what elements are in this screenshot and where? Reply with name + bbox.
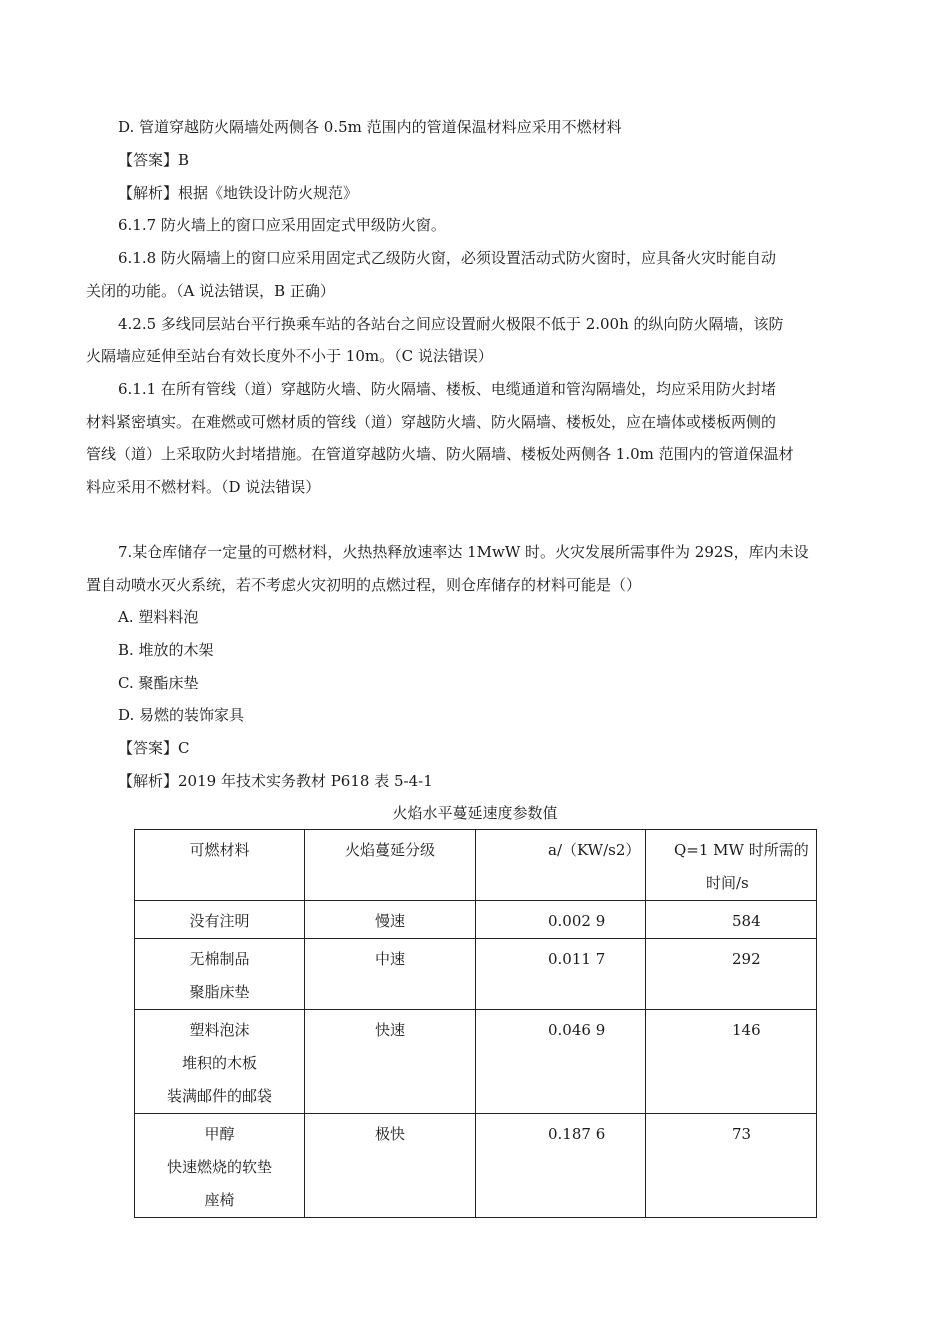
table-row — [135, 901, 817, 939]
paragraph-6-1-1-line3: 管线（道）上采取防火封堵措施。在管道穿越防火墙、防火隔墙、楼板处两侧各 1.0m 范围内的管道保温材 — [86, 445, 794, 463]
header-grade: 火焰蔓延分级 — [305, 830, 476, 901]
row-alpha: 0.002 9 — [476, 901, 646, 939]
paragraph-6-1-8-line2: 关闭的功能。（A 说法错误，B 正确） — [86, 282, 335, 300]
paragraph-6-1-7: 6.1.7 防火墙上的窗口应采用固定式甲级防火窗。 — [118, 216, 446, 234]
paragraph-6-1-8-line1: 6.1.8 防火隔墙上的窗口应采用固定式乙级防火窗，必须设置活动式防火窗时，应具备火灾时能自动 — [118, 249, 776, 267]
row-material: 无棉制品 聚脂床垫 — [135, 939, 305, 1010]
row-time: 73 — [646, 1114, 817, 1218]
row-alpha: 0.046 9 — [476, 1010, 646, 1114]
analysis-title-prev: 【解析】根据《地铁设计防火规范》 — [118, 184, 359, 202]
row-grade: 中速 — [305, 939, 476, 1010]
table-header-row — [135, 830, 817, 901]
row-time: 146 — [646, 1010, 817, 1114]
row-material: 甲醇 快速燃烧的软垫 座椅 — [135, 1114, 305, 1218]
row-material: 没有注明 — [135, 901, 305, 939]
question-7-option-b: B. 堆放的木架 — [118, 641, 214, 659]
question-7-analysis: 【解析】2019 年技术实务教材 P618 表 5-4-1 — [118, 772, 433, 790]
row-material: 塑料泡沫 堆积的木板 装满邮件的邮袋 — [135, 1010, 305, 1114]
option-d-prev: D. 管道穿越防火隔墙处两侧各 0.5m 范围内的管道保温材料应采用不燃材料 — [118, 118, 622, 136]
table-row — [135, 1010, 817, 1114]
table-row — [135, 939, 817, 1010]
row-grade: 快速 — [305, 1010, 476, 1114]
header-alpha: a/（KW/s2） — [476, 830, 646, 901]
table-caption: 火焰水平蔓延速度参数值 — [392, 804, 558, 822]
row-alpha: 0.011 7 — [476, 939, 646, 1010]
question-7-stem-line2: 置自动喷水灭火系统，若不考虑火灾初明的点燃过程，则仓库储存的材料可能是（） — [86, 576, 642, 594]
question-7-answer: 【答案】C — [118, 739, 190, 757]
table-row — [135, 1114, 817, 1218]
row-grade: 极快 — [305, 1114, 476, 1218]
paragraph-4-2-5-line2: 火隔墙应延伸至站台有效长度外不小于 10m。（C 说法错误） — [86, 347, 493, 365]
paragraph-4-2-5-line1: 4.2.5 多线同层站台平行换乘车站的各站台之间应设置耐火极限不低于 2.00h 的纵向防火隔墙，该防 — [118, 315, 784, 333]
question-7-stem-line1: 7.某仓库储存一定量的可燃材料，火热热释放速率达 1MwW 时。火灾发展所需事件为 292S，库内未设 — [118, 543, 809, 561]
row-time: 292 — [646, 939, 817, 1010]
fire-spread-table — [134, 829, 817, 1218]
row-alpha: 0.187 6 — [476, 1114, 646, 1218]
answer-prev: 【答案】B — [118, 151, 190, 169]
paragraph-6-1-1-line2: 材料紧密填实。在难燃或可燃材质的管线（道）穿越防火墙、防火隔墙、楼板处，应在墙体或楼板两侧的 — [86, 413, 777, 431]
paragraph-6-1-1-line4: 料应采用不燃材料。（D 说法错误） — [86, 478, 321, 496]
question-7-option-c: C. 聚酯床垫 — [118, 674, 199, 692]
header-time: Q=1 MW 时所需的 时间/s — [646, 830, 817, 901]
row-time: 584 — [646, 901, 817, 939]
question-7-option-d: D. 易燃的装饰家具 — [118, 706, 245, 724]
paragraph-6-1-1-line1: 6.1.1 在所有管线（道）穿越防火墙、防火隔墙、楼板、电缆通道和管沟隔墙处，均应采用防火封堵 — [118, 380, 776, 398]
question-7-option-a: A. 塑料料泡 — [118, 608, 199, 626]
row-grade: 慢速 — [305, 901, 476, 939]
header-material: 可燃材料 — [135, 830, 305, 901]
